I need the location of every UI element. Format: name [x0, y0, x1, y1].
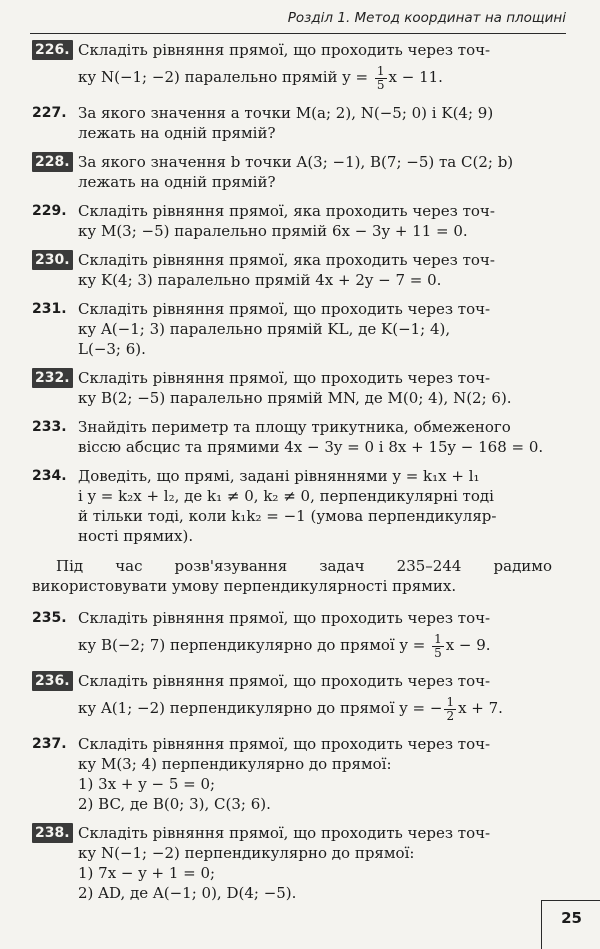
problem-text-line [78, 628, 552, 662]
problem-text-line: Складіть рівняння прямої, що проходить через точ- [78, 41, 491, 59]
problem-text-line: Складіть рівняння прямої, що проходить через точ- [78, 369, 491, 387]
problem-text-line: й тільки тоді, коли k₁k₂ = −1 (умова перпендикуляр- [78, 507, 497, 525]
problem-231 [32, 299, 552, 359]
problem-text-line: За якого значення a точки M(a; 2), N(−5; 0) і K(4; 9) [78, 104, 494, 122]
problem-text-line: 2) AD, де A(−1; 0), D(4; −5). [78, 884, 297, 902]
problem-text-line: ку K(4; 3) паралельно прямій 4x + 2y − 7 = 0. [78, 271, 442, 289]
problem-236 [32, 671, 552, 725]
problem-text-line: ності прямих). [78, 527, 194, 545]
problem-number: 229. [32, 203, 67, 219]
problem-text-line: ку B(2; −5) паралельно прямій MN, де M(0; 4), N(2; 6). [78, 389, 512, 407]
problem-text-line: ку M(3; −5) паралельно прямій 6x − 3y + 11 = 0. [78, 222, 468, 240]
problem-text-line: Знайдіть периметр та площу трикутника, обмеженого [78, 418, 511, 436]
problem-list [32, 40, 552, 912]
problem-text-line: Складіть рівняння прямої, яка проходить через точ- [78, 202, 495, 220]
problem-235 [32, 608, 552, 662]
problem-number: 235. [32, 610, 67, 626]
problem-233 [32, 417, 552, 457]
numerator: 1 [376, 63, 385, 78]
problem-text-line: Доведіть, що прямі, задані рівняннями y = k₁x + l₁ [78, 467, 480, 485]
problem-232 [32, 368, 552, 408]
problem-text-line: Складіть рівняння прямої, що проходить через точ- [78, 609, 491, 627]
problem-text-line: Складіть рівняння прямої, що проходить через точ- [78, 300, 491, 318]
problem-227 [32, 103, 552, 143]
problem-text-line: ку A(−1; 3) паралельно прямій KL, де K(−1; 4), [78, 320, 451, 338]
numerator: 1 [434, 631, 442, 646]
problem-number: 232. [32, 368, 73, 388]
denominator: 5 [376, 77, 385, 92]
problem-number: 238. [32, 823, 73, 843]
problem-number: 233. [32, 419, 67, 435]
problem-text-line: Складіть рівняння прямої, яка проходить через точ- [78, 251, 495, 269]
problem-text-line: ку M(3; 4) перпендикулярно до прямої: [78, 755, 392, 773]
problem-text-line: Складіть рівняння прямої, що проходить через точ- [78, 735, 491, 753]
text-part: ку N(−1; −2) паралельно прямій y = [78, 68, 373, 86]
problem-number: 228. [32, 152, 73, 172]
problem-229 [32, 201, 552, 241]
problem-number: 226. [32, 40, 73, 60]
text-part: x − 11. [388, 68, 443, 86]
text-part: x − 9. [445, 636, 491, 654]
problem-text-line: 2) BC, де B(0; 3), C(3; 6). [78, 795, 271, 813]
fraction [375, 65, 387, 92]
header-rule [30, 33, 566, 34]
fraction [444, 696, 456, 723]
problem-text-line: віссю абсцис та прямими 4x − 3y = 0 і 8x + 15y − 168 = 0. [78, 438, 544, 456]
problem-text-line [78, 60, 552, 94]
problem-text-line: лежать на одній прямій? [78, 173, 276, 191]
problem-number: 234. [32, 468, 67, 484]
problem-230 [32, 250, 552, 290]
page-number: 25 [561, 909, 582, 927]
problem-number: 227. [32, 105, 67, 121]
text-part: x + 7. [458, 699, 503, 717]
problem-228 [32, 152, 552, 192]
problem-text-line: За якого значення b точки A(3; −1), B(7; −5) та C(2; b) [78, 153, 514, 171]
problem-number: 231. [32, 301, 67, 317]
problem-text-line: ку N(−1; −2) перпендикулярно до прямої: [78, 844, 415, 862]
problem-text-line [78, 691, 552, 725]
problem-number: 230. [32, 250, 73, 270]
numerator: 1 [446, 694, 455, 709]
problem-234 [32, 466, 552, 546]
text-part: ку B(−2; 7) перпендикулярно до прямої y = [78, 636, 431, 654]
problem-226 [32, 40, 552, 94]
problem-text-line: 1) 3x + y − 5 = 0; [78, 775, 216, 793]
instruction-paragraph: Під час розв'язування задач 235–244 радимо використовувати умову перпендикулярності прямих. [32, 557, 552, 595]
problem-text-line: Складіть рівняння прямої, що проходить через точ- [78, 824, 491, 842]
denominator: 5 [434, 645, 442, 660]
problem-text-line: і y = k₂x + l₂, де k₁ ≠ 0, k₂ ≠ 0, перпендикулярні тоді [78, 487, 494, 505]
problem-238 [32, 823, 552, 903]
text-part: ку A(1; −2) перпендикулярно до прямої y = − [78, 699, 443, 717]
problem-text-line: Складіть рівняння прямої, що проходить через точ- [78, 672, 491, 690]
fraction [432, 633, 444, 660]
problem-text-line: лежать на одній прямій? [78, 124, 276, 142]
problem-237 [32, 734, 552, 814]
chapter-header: Розділ 1. Метод координат на площині [287, 10, 566, 26]
problem-text-line: L(−3; 6). [78, 340, 146, 358]
problem-number: 237. [32, 736, 67, 752]
problem-text-line: 1) 7x − y + 1 = 0; [78, 864, 216, 882]
problem-number: 236. [32, 671, 73, 691]
denominator: 2 [446, 708, 455, 723]
